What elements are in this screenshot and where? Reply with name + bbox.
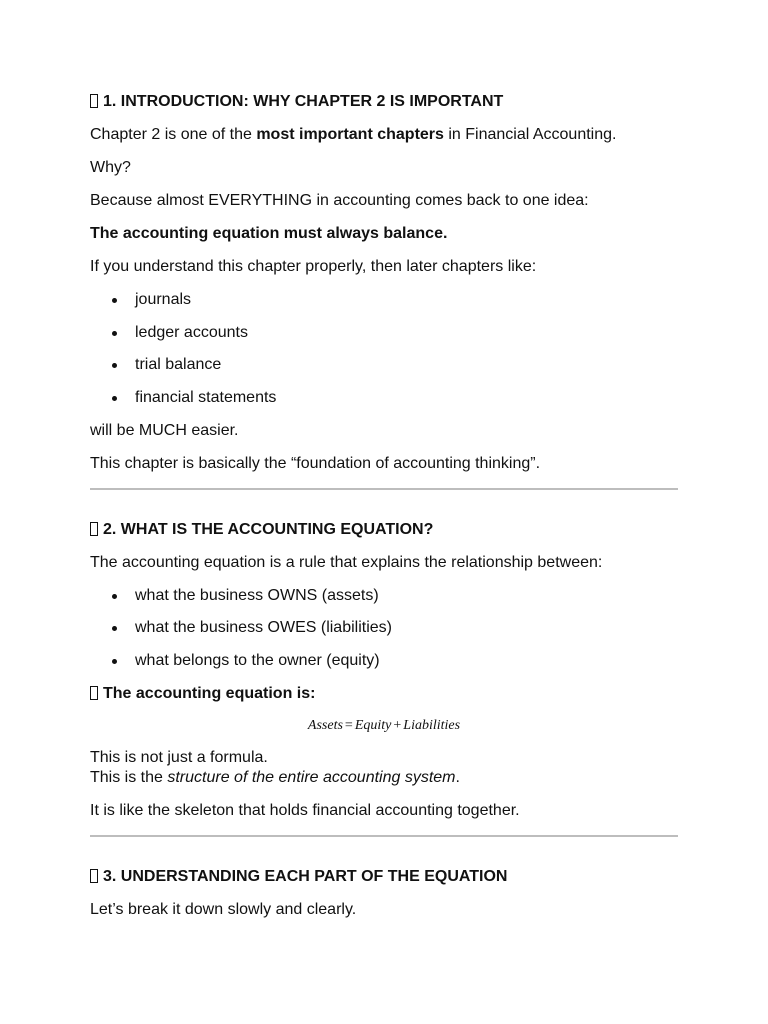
missing-glyph-icon bbox=[90, 686, 98, 700]
section-1-paragraph-7: This chapter is basically the “foundation of accounting thinking”. bbox=[90, 454, 541, 472]
section-1-paragraph-6: will be MUCH easier. bbox=[90, 421, 239, 439]
relationships-list bbox=[90, 586, 678, 671]
list-item: ledger accounts bbox=[90, 323, 678, 343]
section-2-paragraph-3: It is like the skeleton that holds financial accounting together. bbox=[90, 801, 520, 819]
document-content bbox=[90, 92, 678, 920]
list-item: what the business OWES (liabilities) bbox=[90, 618, 678, 638]
section-3-paragraph-1: Let’s break it down slowly and clearly. bbox=[90, 900, 357, 918]
missing-glyph-icon bbox=[90, 94, 98, 108]
section-1-paragraph-3: Because almost EVERYTHING in accounting comes back to one idea: bbox=[90, 192, 589, 209]
section-2-paragraph-2-line-2: This is the structure of the entire accounting system. bbox=[90, 768, 460, 786]
list-item: journals bbox=[90, 290, 678, 310]
section-2-paragraph-1: The accounting equation is a rule that explains the relationship between: bbox=[90, 553, 603, 571]
section-1-key-statement: The accounting equation must always balance. bbox=[90, 225, 448, 242]
list-item: what the business OWNS (assets) bbox=[90, 586, 678, 606]
missing-glyph-icon bbox=[90, 522, 98, 536]
section-1-heading: 1. INTRODUCTION: WHY CHAPTER 2 IS IMPORTANT bbox=[90, 92, 678, 112]
list-item: financial statements bbox=[90, 388, 678, 408]
chapters-list bbox=[90, 290, 678, 408]
list-item: what belongs to the owner (equity) bbox=[90, 651, 678, 671]
section-1-paragraph-1: Chapter 2 is one of the most important chapters in Financial Accounting. bbox=[90, 126, 617, 143]
equation-subheading: The accounting equation is: bbox=[90, 684, 678, 704]
section-2-heading: 2. WHAT IS THE ACCOUNTING EQUATION? bbox=[90, 520, 678, 540]
section-3-heading: 3. UNDERSTANDING EACH PART OF THE EQUATION bbox=[90, 867, 678, 887]
section-1-paragraph-5: If you understand this chapter properly, then later chapters like: bbox=[90, 258, 537, 275]
missing-glyph-icon bbox=[90, 869, 98, 883]
accounting-equation: Assets = Equity + Liabilities bbox=[307, 717, 461, 733]
list-item: trial balance bbox=[90, 355, 678, 375]
section-1-paragraph-2: Why? bbox=[90, 159, 131, 176]
section-2-paragraph-2-line-1: This is not just a formula. bbox=[90, 748, 268, 766]
